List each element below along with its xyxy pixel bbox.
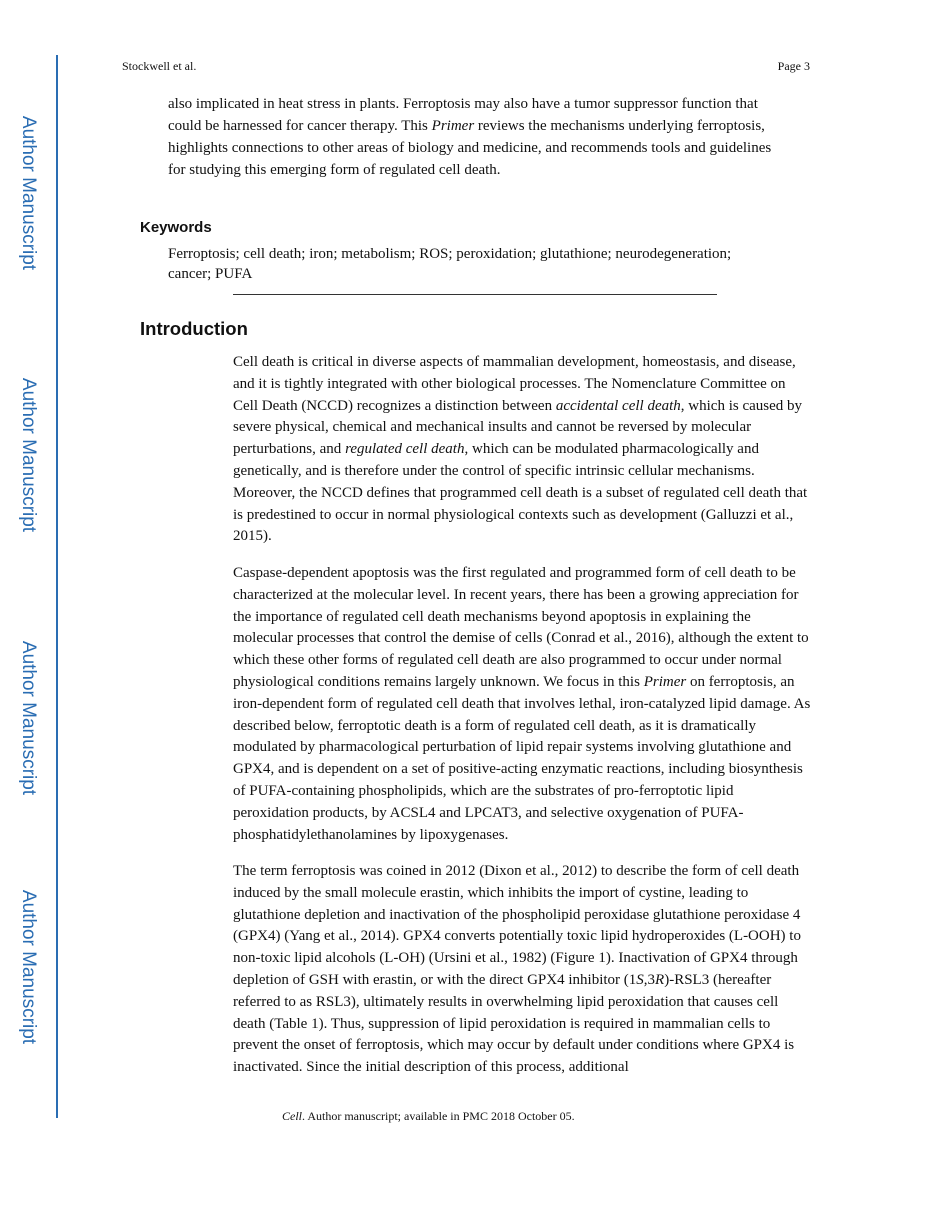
intro-paragraph-1: Cell death is critical in diverse aspects of mammalian development, homeostasis, and disease, and it is tightly integrated with other biological processes. The Nomenclature Committee on Cell Death (NCCD) recognizes a distinction between accidental cell death, which is caused by severe physical, chemical and mechanical insults and cannot be reversed by molecular perturbations, and regulated cell death, which can be modulated pharmacologically and genetically, and is therefore under the control of specific intrinsic cellular mechanisms. Moreover, the NCCD defines that programmed cell death is a subset of regulated cell death that is predestined to occur in normal physiological contexts such as development (Galluzzi et al., 2015). (233, 354, 808, 545)
intro-paragraph-2: Caspase-dependent apoptosis was the first regulated and programmed form of cell death to be characterized at the molecular level. In recent years, there has been a growing appreciation for the importance of regulated cell death mechanisms beyond apoptosis in explaining the molecular processes that control the demise of cells (Conrad et al., 2016), although the extent to which these other forms of regulated cell death are also programmed to occur under normal physiological conditions remains largely unknown. We focus in this Primer on ferroptosis, an iron-dependent form of regulated cell death that involves lethal, iron-catalyzed lipid damage. As described below, ferroptotic death is a form of regulated cell death, as it is dramatically modulated by pharmacological perturbation of lipid repair systems involving glutathione and GPX4, and is dependent on a set of positive-acting enzymatic reactions, including biosynthesis of PUFA-containing phospholipids, which are the substrates of pro-ferroptotic lipid peroxidation products, by ACSL4 and LPCAT3, and selective oxygenation of PUFA-phosphatidylethanolamines by lipoxygenases. (233, 565, 811, 843)
keywords-heading: Keywords (140, 219, 212, 236)
footer-citation: Cell. Author manuscript; available in PMC 2018 October 05. (282, 1109, 575, 1123)
emphasis: Primer (431, 118, 475, 134)
abstract-continuation: also implicated in heat stress in plants. Ferroptosis may also have a tumor suppressor function that could be harnessed for cancer therapy. This Primer reviews the mechanisms underlying ferroptosis, highlights connections to other areas of biology and medicine, and recommends tools and guidelines for studying this emerging form of regulated cell death. (168, 96, 772, 178)
emphasis: Primer (643, 673, 687, 690)
emphasis: R (655, 971, 665, 988)
running-head-authors: Stockwell et al. (122, 59, 197, 73)
emphasis: S (636, 971, 644, 988)
intro-paragraph-3: The term ferroptosis was coined in 2012 (Dixon et al., 2012) to describe the form of cell death induced by the small molecule erastin, which inhibits the import of cystine, leading to glutathione depletion and inactivation of the phospholipid peroxidase glutathione peroxidase 4 (GPX4) (Yang et al., 2014). GPX4 converts potentially toxic lipid hydroperoxides (L-OOH) to non-toxic lipid alcohols (L-OH) (Ursini et al., 1982) (Figure 1). Inactivation of GPX4 through depletion of GSH with erastin, or with the direct GPX4 inhibitor (1S,3R)-RSL3 (hereafter referred to as RSL3), ultimately results in overwhelming lipid peroxidation that causes cell death (Table 1). Thus, suppression of lipid peroxidation is required in mammalian cells to prevent the onset of ferroptosis, which may occur by default under conditions where GPX4 is inactivated. Since the initial description of this process, additional (233, 863, 801, 1076)
emphasis: regulated cell death (345, 441, 465, 458)
author-manuscript-sidebar: Author Manuscript Author Manuscript Author Manuscript Author Manuscript (0, 55, 58, 1118)
keywords-list: Ferroptosis; cell death; iron; metabolism; ROS; peroxidation; glutathione; neurodegeneration; cancer; PUFA (168, 246, 732, 282)
section-divider (233, 294, 717, 295)
journal-name: Cell (282, 1109, 302, 1123)
emphasis: accidental cell death (555, 397, 681, 414)
introduction-heading: Introduction (140, 318, 248, 339)
page-number: Page 3 (777, 59, 810, 73)
